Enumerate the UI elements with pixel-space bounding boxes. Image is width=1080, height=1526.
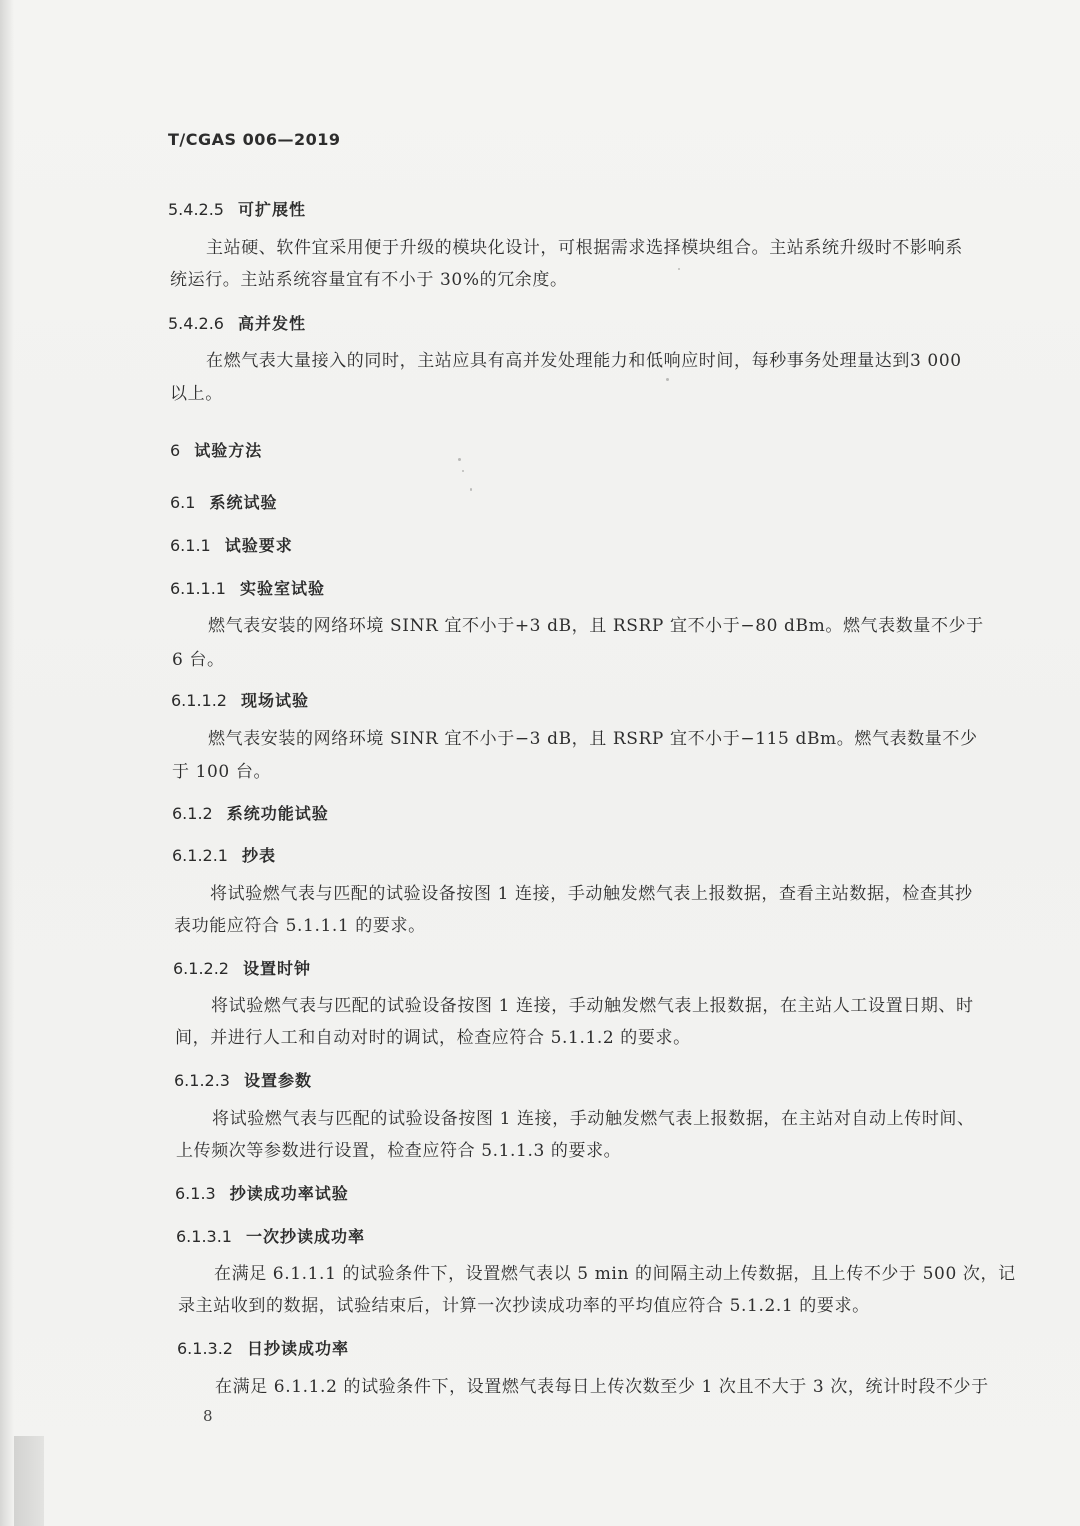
section-heading — [170, 576, 325, 599]
section-heading — [170, 533, 293, 556]
paragraph-line: 将试验燃气表与匹配的试验设备按图 1 连接，手动触发燃气表上报数据，在主站人工设置日期、时 — [211, 996, 974, 1016]
section-title: 可扩展性 — [237, 200, 306, 219]
page-number: 8 — [203, 1407, 213, 1425]
paragraph-line: 主站硬、软件宜采用便于升级的模块化设计，可根据需求选择模块组合。主站系统升级时不影响系 — [206, 238, 963, 258]
paragraph-line: 上传频次等参数进行设置，检查应符合 5.1.1.3 的要求。 — [176, 1141, 622, 1161]
section-number: 6.1.2.2 — [173, 959, 229, 978]
section-title: 试验要求 — [224, 536, 293, 555]
standard-code: T/CGAS 006—2019 — [168, 130, 341, 149]
paragraph-line: 将试验燃气表与匹配的试验设备按图 1 连接，手动触发燃气表上报数据，在主站对自动上传时间、 — [212, 1109, 975, 1129]
paragraph-line: 燃气表安装的网络环境 SINR 宜不小于−3 dB，且 RSRP 宜不小于−115 dBm。燃气表数量不少 — [208, 729, 978, 749]
section-number: 6.1.1 — [170, 536, 211, 555]
section-title: 现场试验 — [240, 691, 309, 710]
section-heading — [171, 688, 309, 711]
section-title: 高并发性 — [237, 314, 306, 333]
chapter-heading — [170, 438, 262, 461]
section-number: 6.1.3.1 — [176, 1227, 232, 1246]
section-number: 5.4.2.6 — [168, 314, 224, 333]
section-number: 6.1.3 — [175, 1184, 216, 1203]
section-heading — [177, 1336, 349, 1359]
paragraph-line: 将试验燃气表与匹配的试验设备按图 1 连接，手动触发燃气表上报数据，查看主站数据，检查其抄 — [210, 884, 973, 904]
paragraph-line: 表功能应符合 5.1.1.1 的要求。 — [174, 916, 426, 936]
scan-speck — [458, 458, 461, 461]
paragraph-line: 在满足 6.1.1.2 的试验条件下，设置燃气表每日上传次数至少 1 次且不大于 3 次，统计时段不少于 — [215, 1377, 989, 1397]
section-number: 6.1 — [170, 493, 196, 512]
chapter-number: 6 — [170, 441, 181, 460]
section-number: 6.1.1.1 — [170, 579, 226, 598]
section-title: 设置参数 — [243, 1071, 312, 1090]
paragraph-line: 统运行。主站系统容量宜有不小于 30%的冗余度。 — [170, 270, 568, 290]
paragraph-line: 于 100 台。 — [172, 762, 272, 782]
scan-corner-shadow — [14, 1436, 44, 1526]
paragraph-line: 间，并进行人工和自动对时的调试，检查应符合 5.1.1.2 的要求。 — [175, 1028, 691, 1048]
scan-speck — [678, 268, 680, 270]
section-number: 6.1.2.3 — [174, 1071, 230, 1090]
scan-speck — [666, 378, 669, 381]
section-title: 系统试验 — [209, 493, 278, 512]
section-title: 日抄读成功率 — [246, 1339, 349, 1358]
section-number: 5.4.2.5 — [168, 200, 224, 219]
paragraph-line: 6 台。 — [172, 650, 225, 670]
section-number: 6.1.3.2 — [177, 1339, 233, 1358]
section-heading — [170, 490, 277, 513]
section-heading — [172, 801, 329, 824]
section-heading — [168, 311, 306, 334]
section-heading — [175, 1181, 349, 1204]
scan-speck — [462, 470, 464, 472]
section-heading — [172, 843, 276, 866]
section-title: 实验室试验 — [239, 579, 325, 598]
section-title: 设置时钟 — [242, 959, 311, 978]
paragraph-line: 在满足 6.1.1.1 的试验条件下，设置燃气表以 5 min 的间隔主动上传数据，且上传不少于 500 次，记 — [214, 1264, 1016, 1284]
section-heading — [173, 956, 311, 979]
section-number: 6.1.2 — [172, 804, 213, 823]
paragraph-line: 录主站收到的数据，试验结束后，计算一次抄读成功率的平均值应符合 5.1.2.1 的要求。 — [178, 1296, 870, 1316]
paragraph-line: 以上。 — [170, 384, 223, 404]
section-heading — [168, 197, 306, 220]
section-title: 抄读成功率试验 — [229, 1184, 349, 1203]
paragraph-line: 在燃气表大量接入的同时，主站应具有高并发处理能力和低响应时间，每秒事务处理量达到3 000 — [206, 351, 962, 371]
section-title: 一次抄读成功率 — [245, 1227, 365, 1246]
section-title: 系统功能试验 — [226, 804, 329, 823]
section-title: 抄表 — [241, 846, 276, 865]
scan-speck — [470, 488, 472, 491]
section-heading — [174, 1068, 312, 1091]
section-heading — [176, 1224, 365, 1247]
paragraph-line: 燃气表安装的网络环境 SINR 宜不小于+3 dB，且 RSRP 宜不小于−80 dBm。燃气表数量不少于 — [208, 616, 984, 636]
section-number: 6.1.1.2 — [171, 691, 227, 710]
section-number: 6.1.2.1 — [172, 846, 228, 865]
chapter-title: 试验方法 — [194, 441, 263, 460]
scan-edge-shadow — [0, 0, 14, 1526]
